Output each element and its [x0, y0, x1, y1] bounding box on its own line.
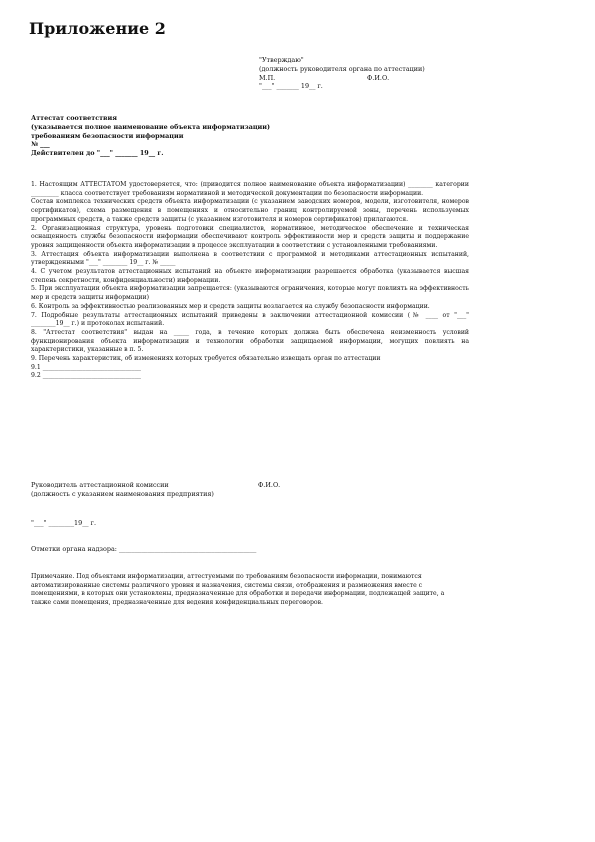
approval-stamp-row	[259, 74, 559, 83]
approval-date: "___" _______ 19__ г.	[259, 82, 323, 91]
approval-mp: М.П.	[259, 73, 276, 82]
approval-fio: Ф.И.О.	[367, 73, 390, 82]
signature-title: Руководитель аттестационной комиссии	[31, 481, 169, 489]
list-item: 9.1 ________________________________	[31, 363, 141, 371]
signature-position: (должность с указанием наименования предприятия)	[31, 489, 214, 498]
paragraph: 9. Перечень характеристик, об изменениях которых требуется обязательно извещать орган по аттестации	[31, 355, 381, 363]
signature-row	[31, 481, 551, 490]
attestat-number: № ___	[31, 140, 50, 149]
paragraph: 2. Организационная структура, уровень подготовки специалистов, нормативное, методическое обеспечение и техническая оснащенность службы безопасности информации обеспечивают контроль эффективности мер и средств защиты и поддержание уровня защищенности объекта информатизации в процессе эксплуатации в соответствии с установленными требованиями.	[31, 224, 469, 249]
paragraph: 8. "Аттестат соответствия" выдан на _____ года, в течение которых должна быть обеспечена неизменность условий функционирования объекта информатизации и технологии обработки защищаемой информации, могущих повлиять на характеристики, указанные в п. 5.	[31, 328, 469, 354]
attestat-valid-until: Действителен до "___" _______ 19__ г.	[31, 149, 164, 158]
approval-block	[259, 56, 559, 91]
attestat-object: (указывается полное наименование объекта информатизации)	[31, 122, 271, 131]
attestat-title: Аттестат соответствия	[31, 114, 117, 122]
attestat-requirements: требованиям безопасности информации	[31, 131, 184, 140]
signature-block	[31, 481, 551, 499]
paragraph: Состав комплекса технических средств объекта информатизации (с указанием заводских номеров, модели, изготовителя, номеров сертификатов), схема размещения в помещениях и относительно границ контролируемой зоны, перечень используемых программных средств, а также средств защиты (с указанием изготовителя и номеров сертификатов) прилагаются.	[31, 198, 469, 223]
paragraph: 4. С учетом результатов аттестационных испытаний на объекте информатизации разрешается обработка (указывается высшая степень секретности, конфиденциальности) информации.	[31, 268, 469, 284]
main-text	[31, 181, 469, 381]
list-item: 9.2 ________________________________	[31, 372, 141, 380]
signature-date: "___" ________19__ г.	[31, 519, 96, 527]
paragraph: 5. При эксплуатации объекта информатизации запрещается: (указываются ограничения, которые могут повлиять на эффективность мер и средств защиты информации)	[31, 285, 469, 302]
note-paragraph: Примечание. Под объектами информатизации, аттестуемыми по требованиям безопасности информации, понимаются автоматизированные системы различного уровня и назначения, системы связи, отображения и размножения вместе с помещениями, в которых они установлены, предназначенные для обработки и передачи информации, подлежащей защите, а также сами помещения, предназначенные для ведения конфиденциальных переговоров.	[31, 573, 445, 607]
supervision-marks: Отметки органа надзора: ___________________________________________	[31, 545, 257, 553]
paragraph: 1. Настоящим АТТЕСТАТОМ удостоверяется, что: (приводится полное наименование объекта информатизации) ________ категории _________ класса соответствует требованиям нормативной и методической документации по безопасности информации.	[31, 181, 469, 197]
paragraph: 3. Аттестация объекта информатизации выполнена в соответствии с программой и методиками аттестационных испытаний, утвержденными "___" ________ 19__ г. № _____	[31, 250, 469, 267]
signature-fio: Ф.И.О.	[258, 481, 281, 489]
paragraph: 7. Подробные результаты аттестационных испытаний приведены в заключении аттестационной комиссии (№ ____ от "___" ________19__ г.) и протоколах испытаний.	[31, 311, 469, 328]
approval-heading: "Утверждаю"	[259, 56, 304, 64]
page-title: Приложение 2	[29, 19, 166, 38]
paragraph: 6. Контроль за эффективностью реализованных мер и средств защиты возлагается на службу безопасности информации.	[31, 302, 430, 310]
attestat-header	[31, 114, 551, 158]
approval-position: (должность руководителя органа по аттестации)	[259, 64, 425, 73]
